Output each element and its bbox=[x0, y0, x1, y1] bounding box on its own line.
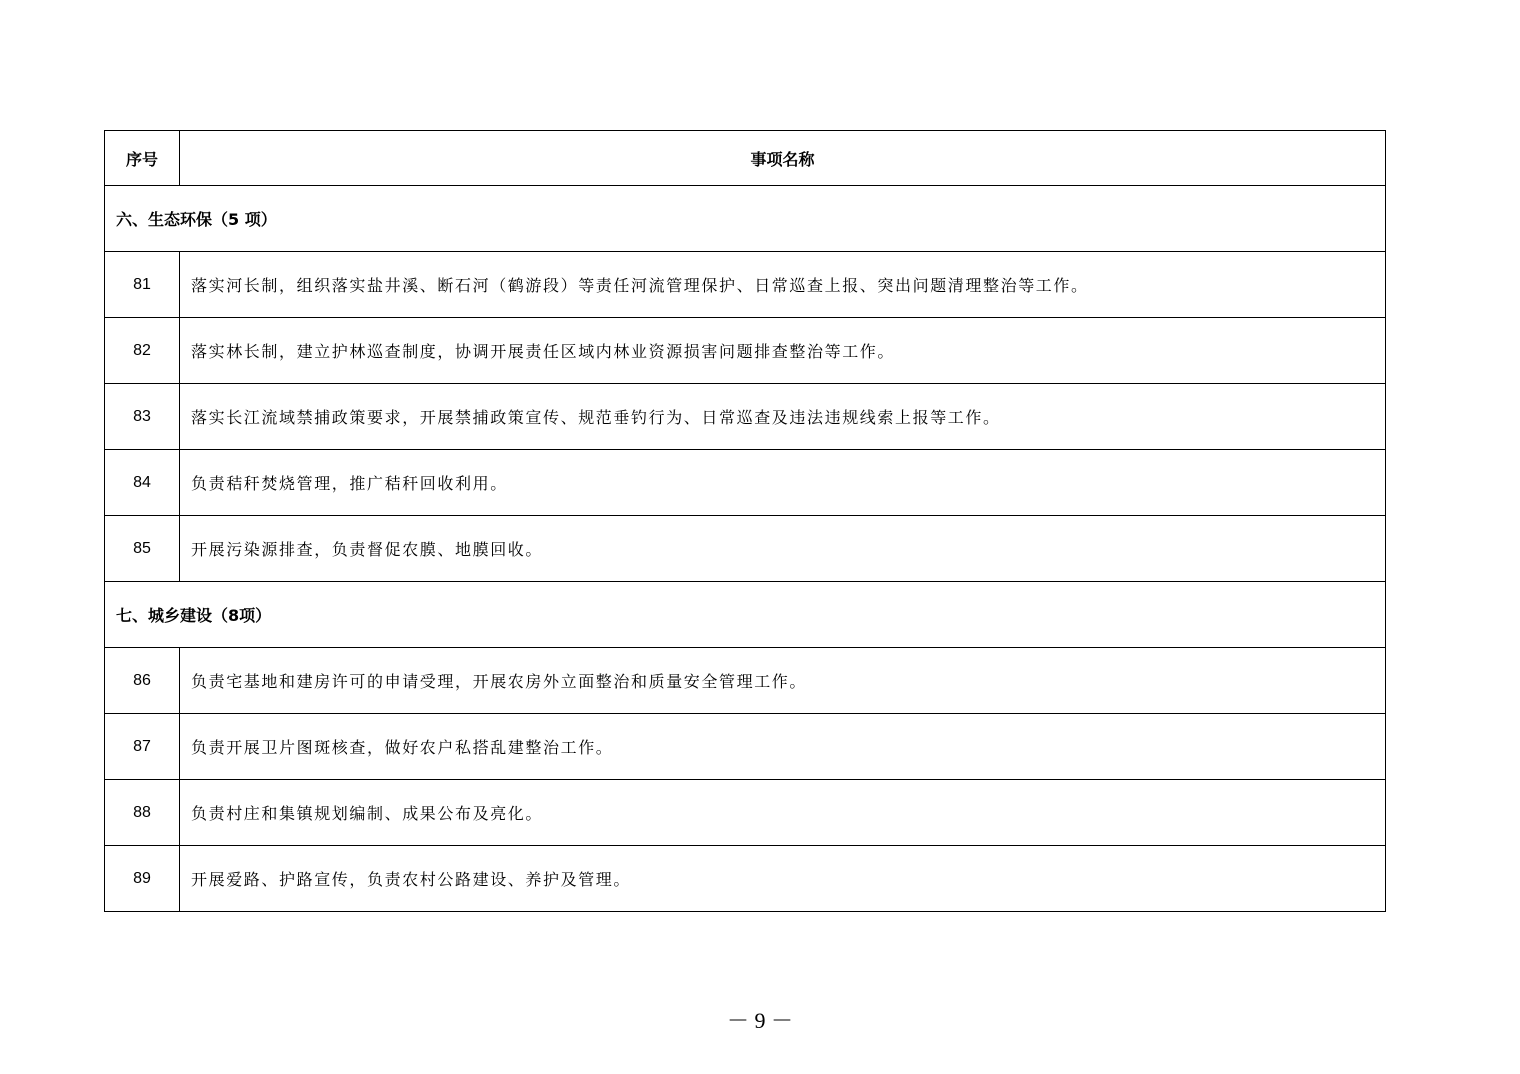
item-number: 83 bbox=[105, 384, 180, 450]
section-title: 六、生态环保（5 项） bbox=[105, 186, 1386, 252]
header-num: 序号 bbox=[105, 131, 180, 186]
section-row bbox=[105, 582, 1386, 648]
section-row bbox=[105, 186, 1386, 252]
table-row bbox=[105, 846, 1386, 912]
table-header-row bbox=[105, 131, 1386, 186]
item-number: 85 bbox=[105, 516, 180, 582]
item-number: 81 bbox=[105, 252, 180, 318]
item-number: 88 bbox=[105, 780, 180, 846]
table-row bbox=[105, 648, 1386, 714]
item-text: 开展污染源排查，负责督促农膜、地膜回收。 bbox=[180, 516, 1386, 582]
section-title: 七、城乡建设（8项） bbox=[105, 582, 1386, 648]
table-row bbox=[105, 450, 1386, 516]
item-text: 负责村庄和集镇规划编制、成果公布及亮化。 bbox=[180, 780, 1386, 846]
header-name: 事项名称 bbox=[180, 131, 1386, 186]
page-number: － 9 － bbox=[726, 1008, 793, 1033]
item-text: 开展爱路、护路宣传，负责农村公路建设、养护及管理。 bbox=[180, 846, 1386, 912]
item-number: 89 bbox=[105, 846, 180, 912]
items-table bbox=[104, 130, 1386, 912]
item-number: 87 bbox=[105, 714, 180, 780]
item-text: 落实河长制，组织落实盐井溪、断石河（鹤游段）等责任河流管理保护、日常巡查上报、突出问题清理整治等工作。 bbox=[180, 252, 1386, 318]
table-row bbox=[105, 384, 1386, 450]
table-row bbox=[105, 516, 1386, 582]
table-row bbox=[105, 714, 1386, 780]
item-number: 86 bbox=[105, 648, 180, 714]
item-number: 84 bbox=[105, 450, 180, 516]
item-text: 落实林长制，建立护林巡查制度，协调开展责任区域内林业资源损害问题排查整治等工作。 bbox=[180, 318, 1386, 384]
item-text: 落实长江流域禁捕政策要求，开展禁捕政策宣传、规范垂钓行为、日常巡查及违法违规线索上报等工作。 bbox=[180, 384, 1386, 450]
item-text: 负责宅基地和建房许可的申请受理，开展农房外立面整治和质量安全管理工作。 bbox=[180, 648, 1386, 714]
item-number: 82 bbox=[105, 318, 180, 384]
item-text: 负责秸秆焚烧管理，推广秸秆回收利用。 bbox=[180, 450, 1386, 516]
table-row bbox=[105, 780, 1386, 846]
item-text: 负责开展卫片图斑核查，做好农户私搭乱建整治工作。 bbox=[180, 714, 1386, 780]
table-row bbox=[105, 252, 1386, 318]
table-row bbox=[105, 318, 1386, 384]
